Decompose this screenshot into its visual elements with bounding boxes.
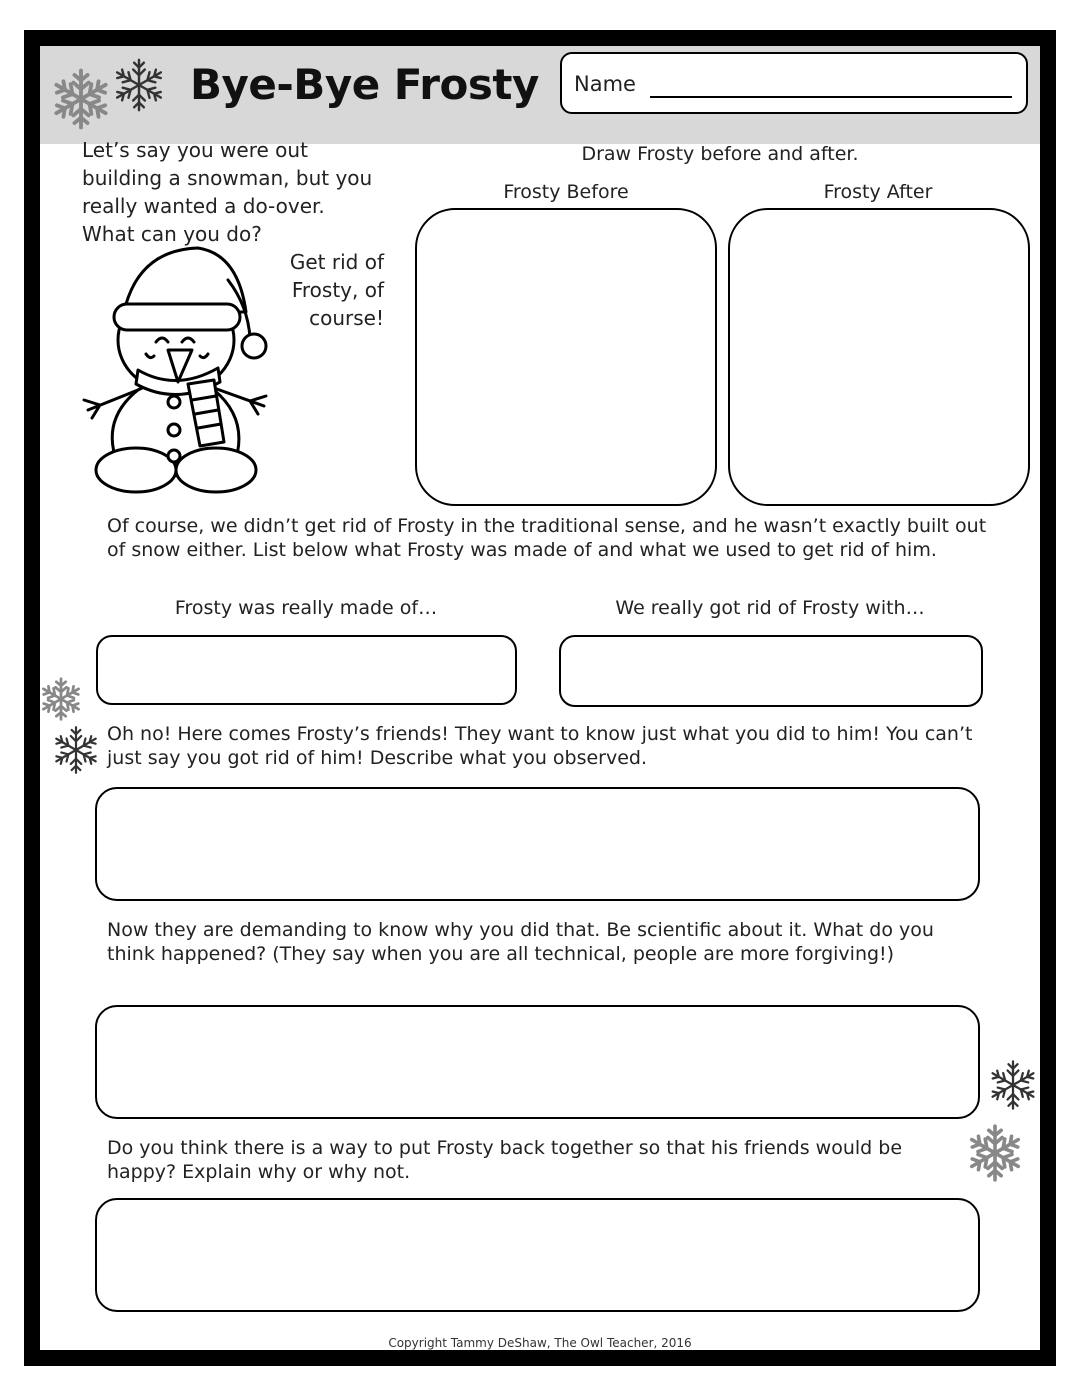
got-rid-with-answer-box[interactable] bbox=[559, 635, 983, 707]
snowman-illustration bbox=[78, 220, 274, 498]
made-of-label: Frosty was really made of… bbox=[174, 597, 438, 619]
back-together-answer-box[interactable] bbox=[95, 1198, 980, 1312]
snowflake-icon bbox=[48, 722, 104, 778]
draw-after-box[interactable] bbox=[728, 208, 1030, 506]
intro-answer: Get rid of Frosty, of course! bbox=[289, 250, 384, 330]
copyright-footer: Copyright Tammy DeShaw, The Owl Teacher, 2016 bbox=[388, 1336, 692, 1350]
name-label: Name bbox=[574, 72, 636, 96]
observe-answer-box[interactable] bbox=[95, 787, 980, 901]
name-field[interactable] bbox=[560, 52, 1028, 114]
draw-before-box[interactable] bbox=[415, 208, 717, 506]
made-of-prompt: Of course, we didn’t get rid of Frosty in the traditional sense, and he wasn’t exactly built out of snow either. List below what Frosty was made of and what we used to get rid of him. bbox=[107, 515, 987, 561]
header-band bbox=[40, 46, 1040, 144]
back-together-question: Do you think there is a way to put Frosty back together so that his friends would be happy? Explain why or why not. bbox=[107, 1137, 903, 1183]
snowflake-icon bbox=[962, 1120, 1028, 1186]
got-rid-with-label: We really got rid of Frosty with… bbox=[615, 597, 925, 619]
before-label: Frosty Before bbox=[503, 181, 629, 203]
observe-question: Oh no! Here comes Frosty’s friends! They want to know just what you did to him! You can’t just say you got rid of him! Describe what you observed. bbox=[107, 723, 973, 769]
why-answer-box[interactable] bbox=[95, 1005, 980, 1119]
draw-instruction: Draw Frosty before and after. bbox=[581, 143, 859, 165]
made-of-answer-box[interactable] bbox=[96, 635, 517, 705]
snowflake-icon bbox=[36, 674, 86, 724]
page-title: Bye-Bye Frosty bbox=[190, 60, 539, 109]
name-line bbox=[650, 96, 1012, 98]
snowflake-icon bbox=[984, 1056, 1042, 1114]
intro-text: Let’s say you were out building a snowman, but you really wanted a do-over. What can you do? bbox=[82, 138, 373, 246]
why-question: Now they are demanding to know why you did that. Be scientific about it. What do you think happened? (They say when you are all technical, people are more forgiving!) bbox=[107, 919, 934, 965]
snowflake-icon bbox=[46, 64, 116, 134]
after-label: Frosty After bbox=[823, 181, 933, 203]
snowflake-icon bbox=[108, 54, 170, 116]
